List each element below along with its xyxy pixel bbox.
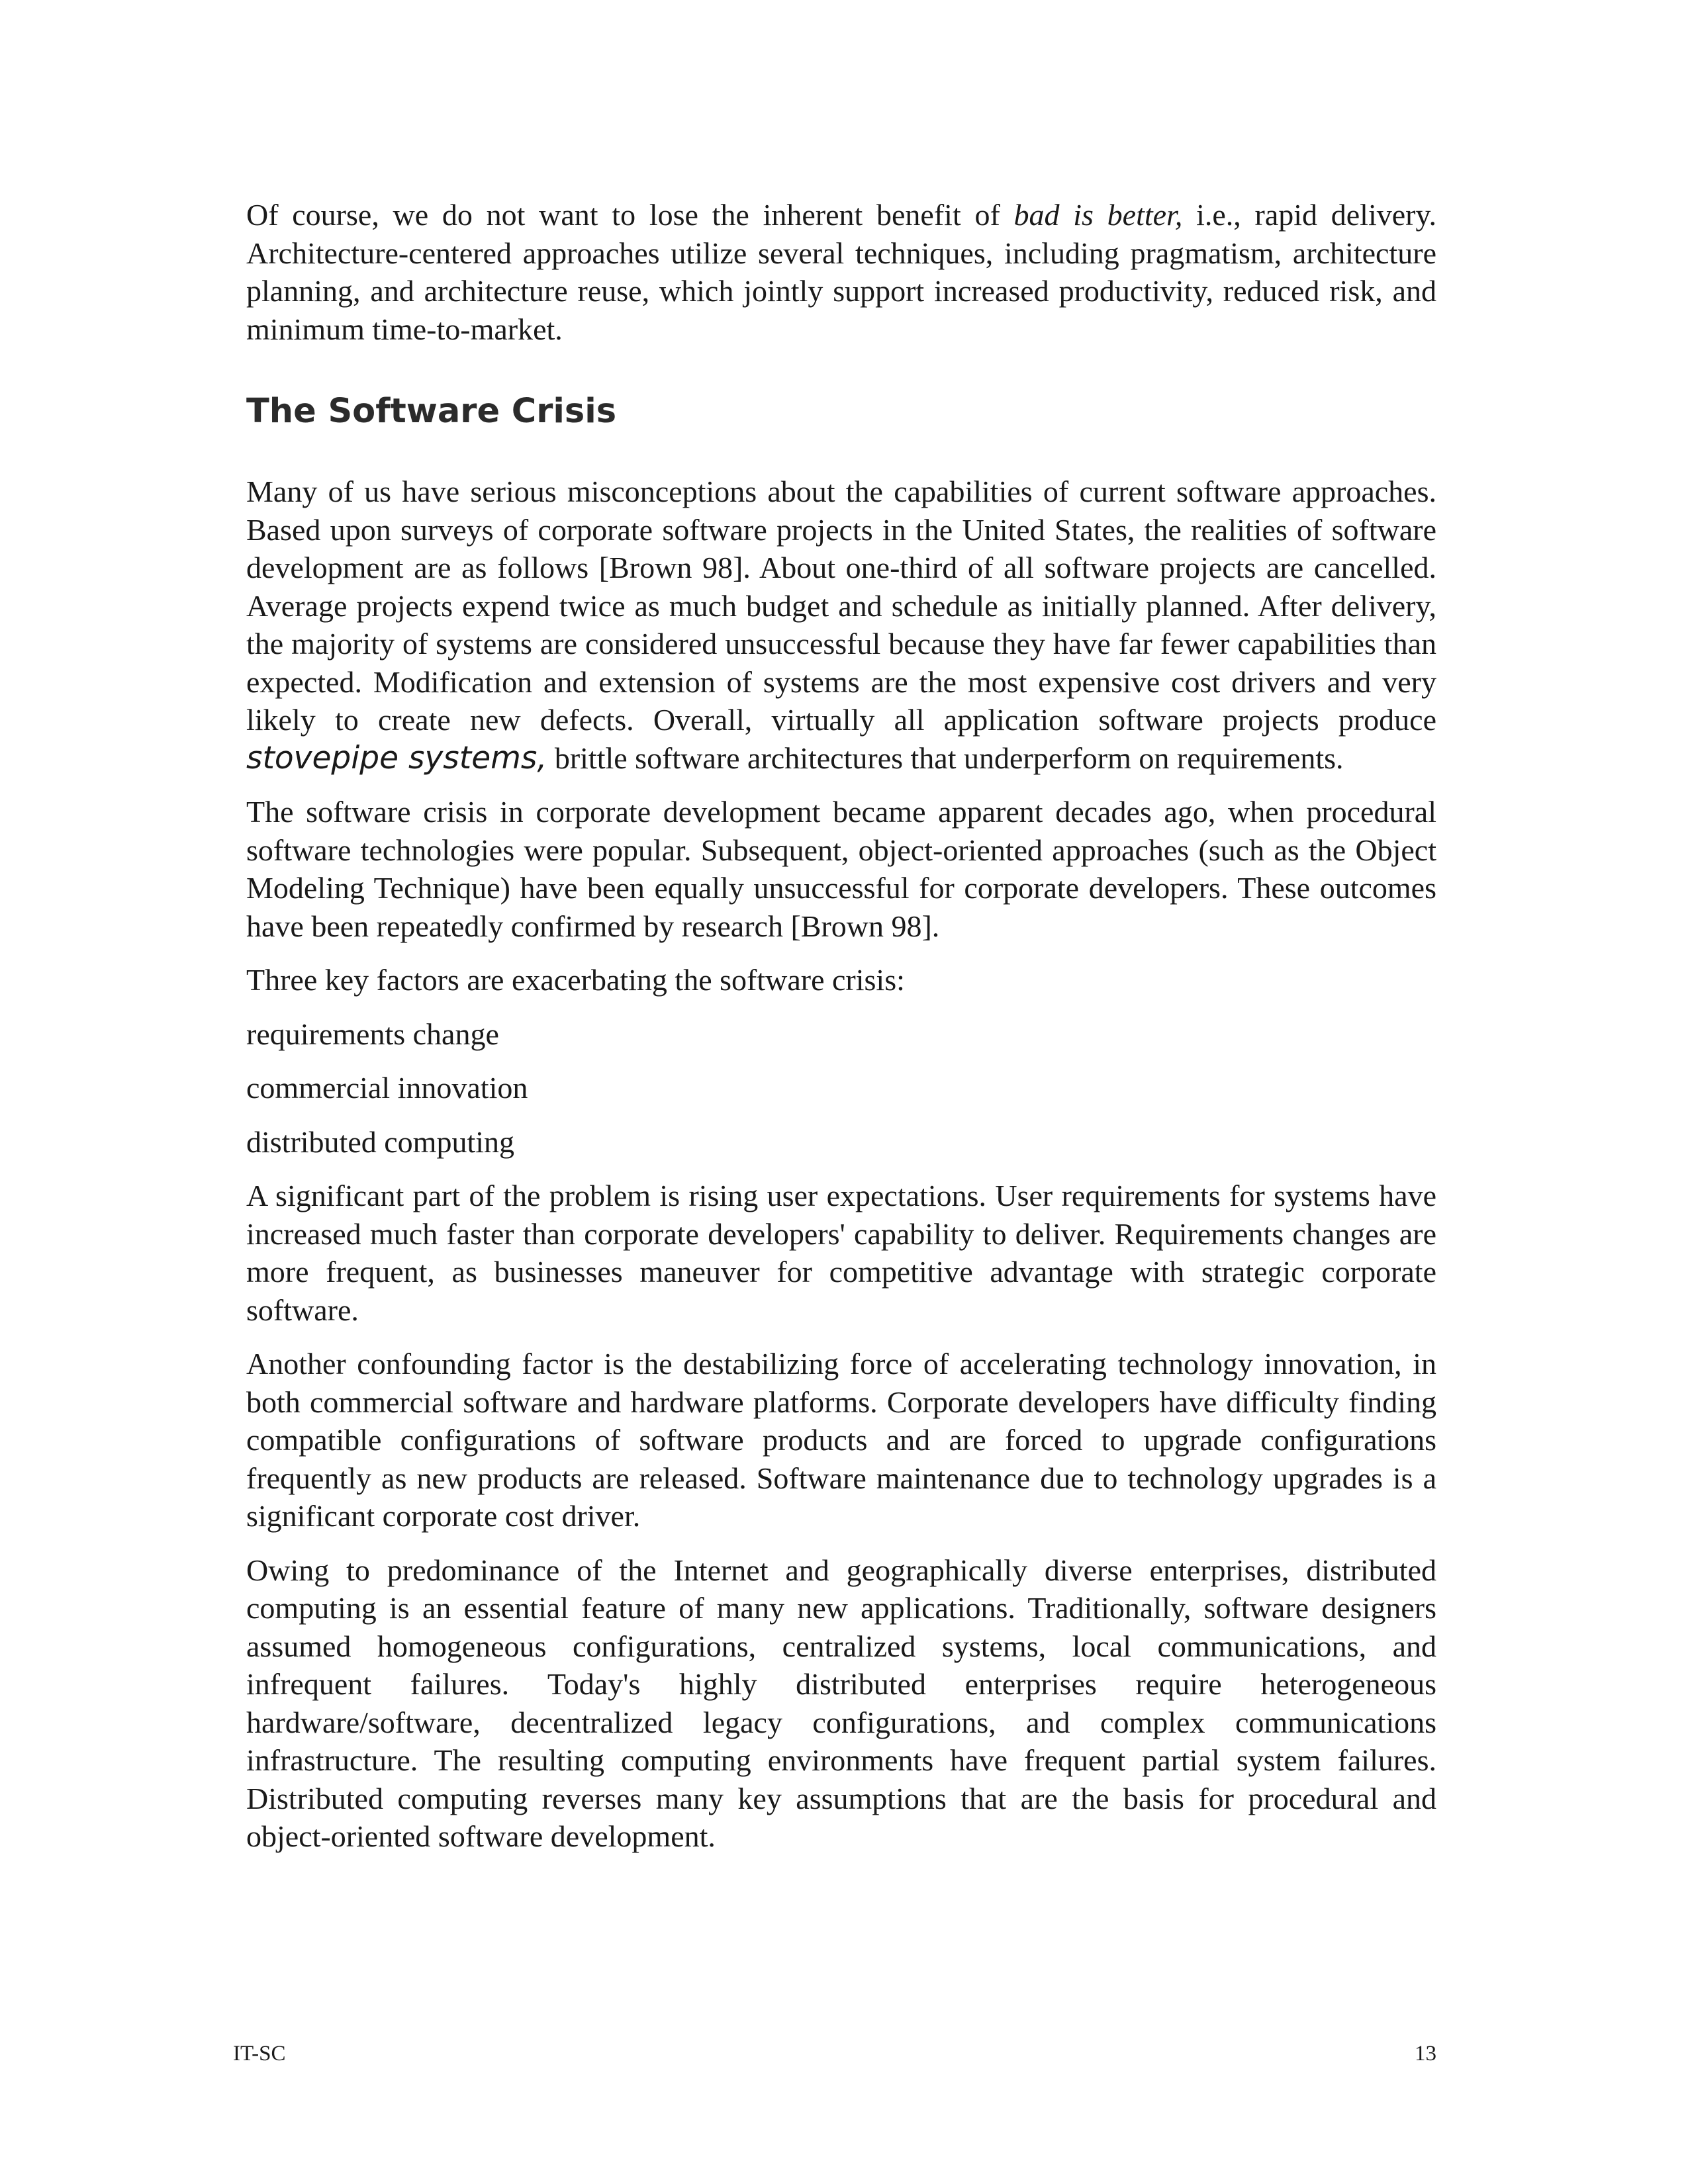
paragraph-distributed-computing: Owing to predominance of the Internet and geographically diverse enterprises, distributed computing is an essential feature of many new applications. Traditionally, software designers assumed homogeneous configurations, centralized systems, local communications, and infrequent failures. Today's highly distributed enterprises require heterogeneous hardware/software, decentralized legacy configurations, and complex communications infrastructure. The resulting computing environments have frequent partial system failures. Distributed computing reverses many key assumptions that are the basis for procedural and object-oriented software development. bbox=[246, 1553, 1436, 1853]
footer-source-label: IT-SC bbox=[233, 2042, 286, 2066]
factor-requirements-change: requirements change bbox=[246, 1017, 499, 1051]
section-heading: The Software Crisis bbox=[246, 392, 617, 431]
paragraph-user-expectations: A significant part of the problem is rising user expectations. User requirements for systems have increased much faster than corporate developers' capability to deliver. Requirements changes are more frequent, as businesses maneuver for competitive advantage with strategic corporate software. bbox=[246, 1179, 1436, 1327]
intro-text-after: i.e., rapid delivery. Architecture-centered approaches utilize several techniques, including pragmatism, architecture planning, and architecture reuse, which jointly support increased productivity, reduced risk, and minimum time-to-market. bbox=[246, 198, 1436, 346]
intro-italic-phrase: bad is better, bbox=[1013, 198, 1183, 232]
p1-text-before: Many of us have serious misconceptions about the capabilities of current software approaches. Based upon surveys of corporate software projects in the United States, the realities of software development are as follows [Brown 98]. About one-third of all software projects are cancelled. Average projects expend twice as much budget and schedule as initially planned. After delivery, the majority of systems are considered unsuccessful because they have far fewer capabilities than expected. Modification and extension of systems are the most expensive cost drivers and very likely to create new defects. Overall, virtually all application software projects produce bbox=[246, 475, 1436, 737]
p1-text-after: brittle software architectures that underperform on requirements. bbox=[547, 741, 1344, 775]
paragraph-key-factors-intro: Three key factors are exacerbating the software crisis: bbox=[246, 963, 905, 997]
page-body bbox=[246, 196, 1436, 1872]
factor-commercial-innovation: commercial innovation bbox=[246, 1071, 528, 1105]
paragraph-misconceptions bbox=[246, 473, 1436, 777]
intro-text-before: Of course, we do not want to lose the inherent benefit of bbox=[246, 198, 1014, 232]
page-number: 13 bbox=[1415, 2042, 1436, 2066]
factor-distributed-computing: distributed computing bbox=[246, 1124, 515, 1159]
p1-italic-phrase: stovepipe systems, bbox=[246, 739, 547, 776]
intro-paragraph bbox=[246, 196, 1436, 348]
paragraph-technology-innovation: Another confounding factor is the destabilizing force of accelerating technology innovation, in both commercial software and hardware platforms. Corporate developers have difficulty finding compatible configurations of software products and are forced to upgrade configurations frequently as new products are released. Software maintenance due to technology upgrades is a significant corporate cost driver. bbox=[246, 1347, 1436, 1533]
paragraph-crisis-history: The software crisis in corporate development became apparent decades ago, when procedural software technologies were popular. Subsequent, object-oriented approaches (such as the Object Modeling Technique) have been equally unsuccessful for corporate developers. These outcomes have been repeatedly confirmed by research [Brown 98]. bbox=[246, 795, 1436, 943]
